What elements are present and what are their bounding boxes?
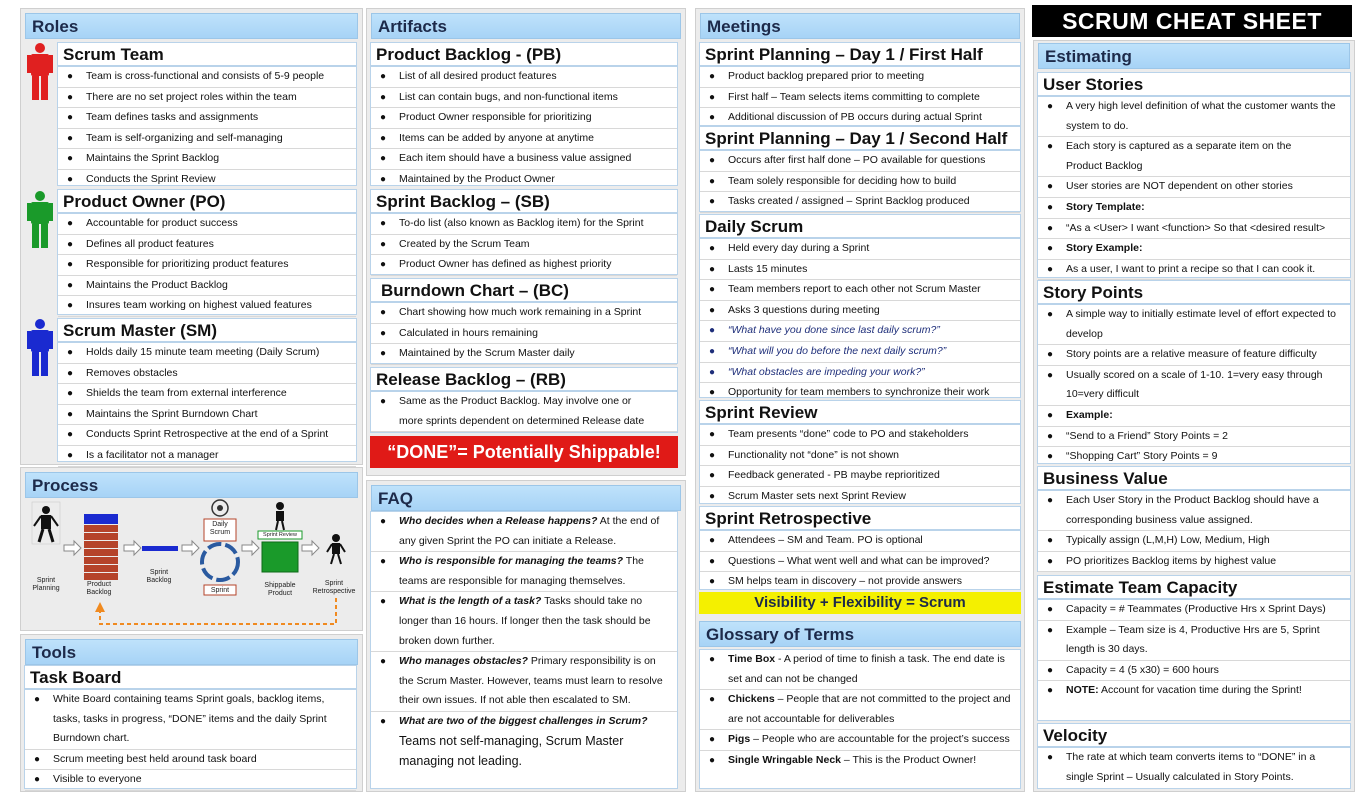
faq-item: ● What are two of the biggest challenges in Scrum? Teams not self-managing, Scrum Master managing not leading.: [380, 714, 648, 769]
list-item: ● Maintained by the Product Owner: [371, 170, 677, 191]
list-item: ● “What have you done since last daily scrum?”: [700, 321, 1020, 342]
list-item: ● Maintains the Sprint Burndown Chart: [58, 405, 356, 426]
list-item: ● A very high level definition of what the customer wants the system to do.: [1038, 97, 1350, 137]
list-item: ● Chart showing how much work remaining in a Sprint: [371, 303, 677, 324]
list-item: ● Additional discussion of PB occurs during actual Sprint: [700, 108, 1020, 129]
process-heading: Process: [25, 472, 358, 498]
sprint-backlog-box: [370, 189, 678, 275]
business-value-title: Business Value: [1038, 467, 1350, 491]
list-item: ● As a user, I want to print a recipe so that I can cook it.: [1038, 260, 1350, 281]
list-item: ● Defines all product features: [58, 235, 356, 256]
business-value-box: [1037, 466, 1351, 572]
product-backlog-box: [370, 42, 678, 186]
list-item: ● Maintains the Product Backlog: [58, 276, 356, 297]
list-item: ● Lasts 15 minutes: [700, 260, 1020, 281]
list-item: ● NOTE: Account for vacation time during the Sprint!: [1047, 684, 1302, 697]
capacity-note-text: Account for vacation time during the Sprint!: [1098, 684, 1302, 697]
list-item: ● White Board containing teams Sprint goals, backlog items, tasks, tasks in progress, “DONE” items and the daily Sprint Burndown chart.: [25, 690, 356, 750]
visibility-banner: Visibility + Flexibility = Scrum: [699, 592, 1021, 614]
user-stories-box: [1037, 72, 1351, 278]
list-item: ● Capacity = # Teammates (Productive Hrs x Sprint Days): [1038, 600, 1350, 621]
sprint-planning-icon: [32, 502, 60, 544]
shippable-product-label: Shippable Product: [264, 582, 296, 597]
sprint-planning-first-half-title: Sprint Planning – Day 1 / First Half: [700, 43, 1020, 67]
list-item: ● Maintained by the Scrum Master daily: [371, 344, 677, 365]
product-owner-person-icon: [27, 190, 53, 250]
list-item: ● Product backlog prepared prior to meeting: [700, 67, 1020, 88]
scrum-master-title: Scrum Master (SM): [58, 319, 356, 343]
list-item: ● Is a facilitator not a manager: [58, 446, 356, 467]
list-item: ● Asks 3 questions during meeting: [700, 301, 1020, 322]
list-item: ● “As a <User> I want <function> So that <desired result>: [1038, 219, 1350, 240]
product-backlog-title: Product Backlog - (PB): [371, 43, 677, 67]
list-item: ● To-do list (also known as Backlog item) for the Sprint: [371, 214, 677, 235]
meetings-heading: Meetings: [700, 13, 1020, 39]
list-item: ● User stories are NOT dependent on other stories: [1038, 177, 1350, 198]
list-item: ● Same as the Product Backlog. May involve one or more sprints dependent on determined Release date: [371, 392, 677, 432]
list-item: ● Conducts the Sprint Review: [58, 170, 356, 191]
release-backlog-box: [370, 367, 678, 433]
list-item: ● Conducts Sprint Retrospective at the end of a Sprint: [58, 425, 356, 446]
list-item: ● “What will you do before the next daily scrum?”: [700, 342, 1020, 363]
list-item: ● Story points are a relative measure of feature difficulty: [1038, 345, 1350, 366]
burndown-chart-box: [370, 278, 678, 364]
artifacts-heading: Artifacts: [371, 13, 681, 39]
list-item: ● “Shopping Cart” Story Points = 9: [1038, 447, 1350, 468]
list-item: ● Capacity = 4 (5 x30) = 600 hours: [1038, 661, 1350, 682]
scrum-master-box: [57, 318, 357, 462]
sprint-retrospective-box: [699, 506, 1021, 590]
product-owner-title: Product Owner (PO): [58, 190, 356, 214]
list-item: ● Insures team working on highest valued features: [58, 296, 356, 317]
sprint-backlog-title: Sprint Backlog – (SB): [371, 190, 677, 214]
task-board-box: [24, 665, 357, 789]
list-item: ● Scrum Master sets next Sprint Review: [700, 487, 1020, 508]
list-item: ● Team defines tasks and assignments: [58, 108, 356, 129]
list-item: ● Team presents “done” code to PO and stakeholders: [700, 425, 1020, 446]
list-item: ● List of all desired product features: [371, 67, 677, 88]
list-item: ● Occurs after first half done – PO available for questions: [700, 151, 1020, 172]
list-item: ● SM helps team in discovery – not provide answers: [700, 572, 1020, 593]
list-item: ● Responsible for prioritizing product features: [58, 255, 356, 276]
list-item: ● Maintains the Sprint Backlog: [58, 149, 356, 170]
list-item: ● Each User Story in the Product Backlog should have a corresponding business value assigned.: [1038, 491, 1350, 531]
list-item: ● Questions – What went well and what can be improved?: [700, 552, 1020, 573]
sprint-backlog-label: Sprint Backlog: [146, 569, 172, 584]
sprint-label: Sprint: [210, 587, 230, 594]
estimating-heading: Estimating: [1038, 43, 1350, 69]
list-item: ● Example – Team size is 4, Productive Hrs are 5, Sprint length is 30 days.: [1038, 621, 1350, 661]
list-item: ● Removes obstacles: [58, 364, 356, 385]
list-item: ● List can contain bugs, and non-functional items: [371, 88, 677, 109]
process-diagram: [24, 498, 360, 628]
list-item: ● Holds daily 15 minute team meeting (Daily Scrum): [58, 343, 356, 364]
list-item: ● Team is cross-functional and consists of 5-9 people: [58, 67, 356, 88]
task-board-title: Task Board: [25, 666, 356, 690]
tools-heading: Tools: [25, 639, 358, 665]
roles-heading: Roles: [25, 13, 358, 39]
sprint-planning-second-half-box: [699, 126, 1021, 212]
list-item: ● Items can be added by anyone at anytime: [371, 129, 677, 150]
list-item: ● Shields the team from external interference: [58, 384, 356, 405]
glossary-item: ● Pigs – People who are accountable for the project’s success: [700, 730, 1020, 751]
list-item: ● Created by the Scrum Team: [371, 235, 677, 256]
sprint-backlog-icon: [142, 546, 178, 551]
scrum-team-title: Scrum Team: [58, 43, 356, 67]
sprint-review-box: [699, 400, 1021, 504]
burndown-chart-title: Burndown Chart – (BC): [371, 279, 677, 303]
glossary-heading: Glossary of Terms: [699, 621, 1021, 647]
list-item: ● First half – Team selects items committing to complete: [700, 88, 1020, 109]
feedback-loop-arrow: [100, 598, 336, 624]
faq-item: ● Who is responsible for managing the teams? The teams are responsible for managing themselves.: [371, 552, 677, 592]
list-item: ● Tasks created / assigned – Sprint Backlog produced: [700, 192, 1020, 213]
list-item: ● Feedback generated - PB maybe reprioritized: [700, 466, 1020, 487]
product-backlog-label: Product Backlog: [86, 581, 112, 596]
list-item: ● The rate at which team converts items to “DONE” in a single Sprint – Usually calculated in Story Points.: [1047, 751, 1316, 783]
list-item: ● Each item should have a business value assigned: [371, 149, 677, 170]
story-points-box: [1037, 280, 1351, 464]
sprint-planning-second-half-title: Sprint Planning – Day 1 / Second Half: [700, 127, 1020, 151]
done-banner: “DONE”= Potentially Shippable!: [370, 436, 678, 468]
list-item: ● Team is self-organizing and self-managing: [58, 129, 356, 150]
sprint-retrospective-title: Sprint Retrospective: [700, 507, 1020, 531]
list-item: ● Scrum meeting best held around task board: [25, 750, 356, 771]
daily-scrum-box: [699, 214, 1021, 398]
team-capacity-box: [1037, 575, 1351, 721]
faq-list: [371, 512, 677, 773]
faq-item: ● Who decides when a Release happens? At the end of any given Sprint the PO can initiate a Release.: [371, 512, 677, 552]
faq-box: [370, 511, 678, 789]
sprint-retrospective-icon: [327, 534, 345, 564]
list-item: ● “Send to a Friend” Story Points = 2: [1038, 427, 1350, 448]
list-item: ● Attendees – SM and Team. PO is optional: [700, 531, 1020, 552]
scrum-team-person-icon: [27, 42, 53, 102]
velocity-box: [1037, 723, 1351, 789]
glossary-item: ● Time Box - A period of time to finish a task. The end date is set and can not be changed: [700, 650, 1020, 690]
list-item: ● Visible to everyone: [25, 770, 356, 791]
page-title: SCRUM CHEAT SHEET: [1032, 5, 1352, 37]
product-backlog-icon: [84, 514, 118, 580]
glossary-item: ● Single Wringable Neck – This is the Product Owner!: [709, 753, 977, 766]
list-item: ● PO prioritizes Backlog items by highest value: [1038, 552, 1350, 573]
product-owner-box: [57, 189, 357, 315]
list-item: ● Story Example:: [1038, 239, 1350, 260]
daily-scrum-label: Daily Scrum: [209, 521, 231, 536]
glossary-box: [699, 649, 1021, 789]
sprint-review-title: Sprint Review: [700, 401, 1020, 425]
list-item: ● Example:: [1038, 406, 1350, 427]
list-item: ● A simple way to initially estimate level of effort expected to develop: [1038, 305, 1350, 345]
list-item: ● Team solely responsible for deciding how to build: [700, 172, 1020, 193]
release-backlog-title: Release Backlog – (RB): [371, 368, 677, 392]
list-item: ● Story Template:: [1038, 198, 1350, 219]
scrum-master-person-icon: [27, 318, 53, 378]
daily-scrum-title: Daily Scrum: [700, 215, 1020, 239]
glossary-item: ● Chickens – People that are not committed to the project and are not accountable for deliverables: [700, 690, 1020, 730]
list-item: ● Accountable for product success: [58, 214, 356, 235]
scrum-team-box: [57, 42, 357, 186]
list-item: ● Held every day during a Sprint: [700, 239, 1020, 260]
velocity-title: Velocity: [1038, 724, 1350, 748]
list-item: ● Usually scored on a scale of 1-10. 1=very easy through 10=very difficult: [1038, 366, 1350, 406]
list-item: ● Product Owner has defined as highest priority: [371, 255, 677, 276]
sprint-review-label: Sprint Review: [263, 532, 297, 538]
list-item: ● Calculated in hours remaining: [371, 324, 677, 345]
sprint-retrospective-label: Sprint Retrospective: [312, 580, 356, 595]
team-capacity-title: Estimate Team Capacity: [1038, 576, 1350, 600]
faq-heading: FAQ: [371, 485, 681, 511]
list-item: ● There are no set project roles within the team: [58, 88, 356, 109]
sprint-planning-first-half-box: [699, 42, 1021, 126]
sprint-planning-label: Sprint Planning: [32, 577, 60, 592]
list-item: ● Typically assign (L,M,H) Low, Medium, High: [1038, 531, 1350, 552]
user-stories-title: User Stories: [1038, 73, 1350, 97]
list-item: ● Each story is captured as a separate item on the Product Backlog: [1038, 137, 1350, 177]
faq-item: ● Who manages obstacles? Primary responsibility is on the Scrum Master. However, teams must learn to resolve their own issues. If not able then escalated to SM.: [371, 652, 677, 712]
list-item: ● Team members report to each other not Scrum Master: [700, 280, 1020, 301]
list-item: ● Functionality not “done” is not shown: [700, 446, 1020, 467]
faq-item: ● What is the length of a task? Tasks should take no longer than 16 hours. If longer then the task should be broken down further.: [371, 592, 677, 652]
list-item: ● Opportunity for team members to synchronize their work: [700, 383, 1020, 404]
list-item: ● Product Owner responsible for prioritizing: [371, 108, 677, 129]
story-points-title: Story Points: [1038, 281, 1350, 305]
list-item: ● “What obstacles are impeding your work?”: [700, 363, 1020, 384]
